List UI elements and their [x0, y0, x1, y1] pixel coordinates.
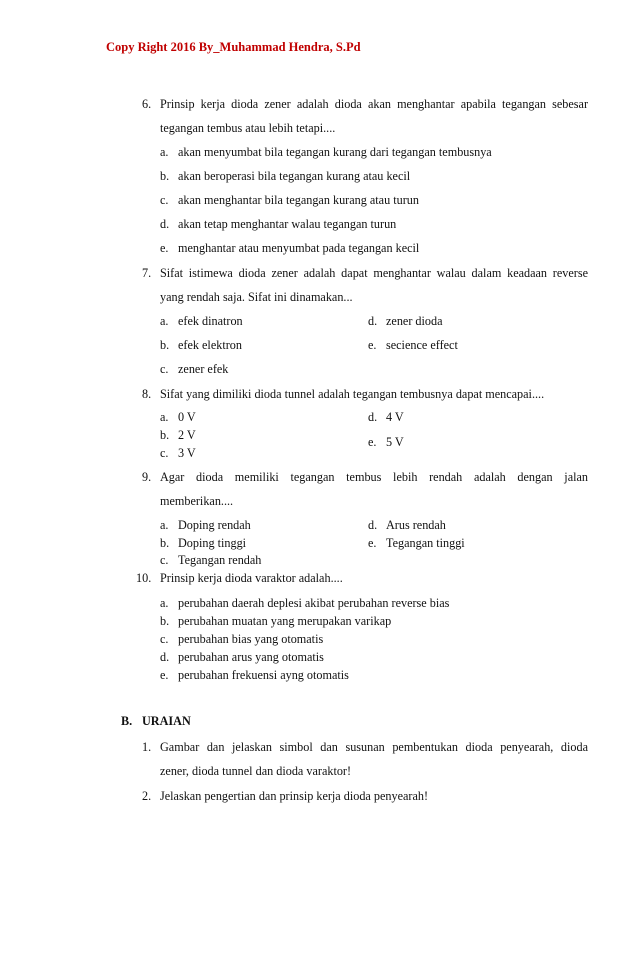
option-e: [368, 435, 404, 450]
option-a: [160, 145, 492, 160]
copyright-header: Copy Right 2016 By_Muhammad Hendra, S.Pd: [106, 40, 361, 54]
option-letter: d.: [368, 314, 378, 328]
section-letter: B.: [121, 714, 133, 728]
option-letter: d.: [160, 217, 170, 231]
option-letter: e.: [160, 241, 169, 255]
option-d: [368, 410, 404, 425]
option-a: [160, 410, 196, 425]
question-number: 6.: [142, 97, 152, 111]
option-a: [160, 596, 449, 611]
option-e: [368, 338, 458, 353]
essay-text: Jelaskan pengertian dan prinsip kerja dioda penyearah!: [160, 789, 429, 803]
option-letter: b.: [160, 338, 170, 352]
option-d: [368, 518, 446, 533]
option-letter: e.: [160, 668, 169, 682]
option-d: [160, 650, 324, 665]
option-text: menghantar atau menyumbat pada tegangan kecil: [178, 241, 420, 255]
option-letter: a.: [160, 410, 169, 424]
option-a: [160, 314, 243, 329]
question-number: 9.: [142, 470, 152, 484]
question-text: Prinsip kerja dioda varaktor adalah....: [160, 571, 343, 585]
section-title: URAIAN: [142, 714, 191, 728]
option-c: [160, 553, 261, 568]
essay-text: Gambar dan jelaskan simbol dan susunan pembentukan dioda penyearah, dioda: [160, 740, 588, 754]
option-letter: b.: [160, 614, 170, 628]
option-text: zener dioda: [386, 314, 443, 328]
option-letter: b.: [160, 428, 170, 442]
question-text: Sifat yang dimiliki dioda tunnel adalah tegangan tembusnya dapat mencapai....: [160, 387, 545, 401]
option-text: 3 V: [178, 446, 196, 460]
option-text: secience effect: [386, 338, 458, 352]
option-e: [368, 536, 465, 551]
option-text: 4 V: [386, 410, 404, 424]
option-letter: c.: [160, 193, 169, 207]
option-text: 5 V: [386, 435, 404, 449]
question-number: 10.: [136, 571, 152, 585]
option-letter: a.: [160, 145, 169, 159]
option-letter: b.: [160, 536, 170, 550]
option-text: perubahan daerah deplesi akibat perubahan reverse bias: [178, 596, 450, 610]
option-text: efek elektron: [178, 338, 242, 352]
option-b: [160, 614, 391, 629]
option-a: [160, 518, 251, 533]
option-c: [160, 193, 419, 208]
question-number: 8.: [142, 387, 152, 401]
option-letter: c.: [160, 446, 169, 460]
option-letter: a.: [160, 596, 169, 610]
option-text: efek dinatron: [178, 314, 243, 328]
option-letter: d.: [160, 650, 170, 664]
option-text: zener efek: [178, 362, 229, 376]
option-b: [160, 428, 196, 443]
option-text: akan menghantar bila tegangan kurang atau turun: [178, 193, 419, 207]
option-text: perubahan arus yang otomatis: [178, 650, 324, 664]
question-text-cont: memberikan....: [160, 494, 234, 508]
option-b: [160, 169, 410, 184]
option-d: [160, 217, 396, 232]
option-letter: d.: [368, 518, 378, 532]
option-c: [160, 632, 323, 647]
option-text: akan tetap menghantar walau tegangan turun: [178, 217, 397, 231]
option-text: 0 V: [178, 410, 196, 424]
option-letter: a.: [160, 314, 169, 328]
option-letter: e.: [368, 338, 377, 352]
question-text-cont: tegangan tembus atau lebih tetapi....: [160, 121, 336, 135]
essay-text-cont: zener, dioda tunnel dan dioda varaktor!: [160, 764, 352, 778]
option-c: [160, 362, 228, 377]
question-text: Sifat istimewa dioda zener adalah dapat menghantar walau dalam keadaan reverse: [160, 266, 588, 280]
option-text: Doping rendah: [178, 518, 251, 532]
option-text: 2 V: [178, 428, 196, 442]
option-text: perubahan bias yang otomatis: [178, 632, 324, 646]
option-d: [368, 314, 443, 329]
option-e: [160, 241, 419, 256]
option-text: Doping tinggi: [178, 536, 247, 550]
option-text: akan menyumbat bila tegangan kurang dari tegangan tembusnya: [178, 145, 492, 159]
option-letter: c.: [160, 553, 169, 567]
option-letter: a.: [160, 518, 169, 532]
option-text: perubahan muatan yang merupakan varikap: [178, 614, 392, 628]
option-letter: c.: [160, 362, 169, 376]
essay-number: 2.: [142, 789, 152, 803]
option-letter: c.: [160, 632, 169, 646]
question-text: Agar dioda memiliki tegangan tembus lebih rendah adalah dengan jalan: [160, 470, 588, 484]
question-text-cont: yang rendah saja. Sifat ini dinamakan...: [160, 290, 353, 304]
option-b: [160, 338, 242, 353]
option-text: Tegangan rendah: [178, 553, 262, 567]
option-text: perubahan frekuensi ayng otomatis: [178, 668, 349, 682]
option-text: Tegangan tinggi: [386, 536, 465, 550]
option-text: akan beroperasi bila tegangan kurang atau kecil: [178, 169, 411, 183]
option-text: Arus rendah: [386, 518, 446, 532]
option-c: [160, 446, 196, 461]
option-letter: d.: [368, 410, 378, 424]
option-b: [160, 536, 246, 551]
option-e: [160, 668, 349, 683]
option-letter: e.: [368, 536, 377, 550]
question-number: 7.: [142, 266, 152, 280]
option-letter: b.: [160, 169, 170, 183]
question-text: Prinsip kerja dioda zener adalah dioda akan menghantar apabila tegangan sebesar: [160, 97, 588, 111]
essay-number: 1.: [142, 740, 152, 754]
option-letter: e.: [368, 435, 377, 449]
